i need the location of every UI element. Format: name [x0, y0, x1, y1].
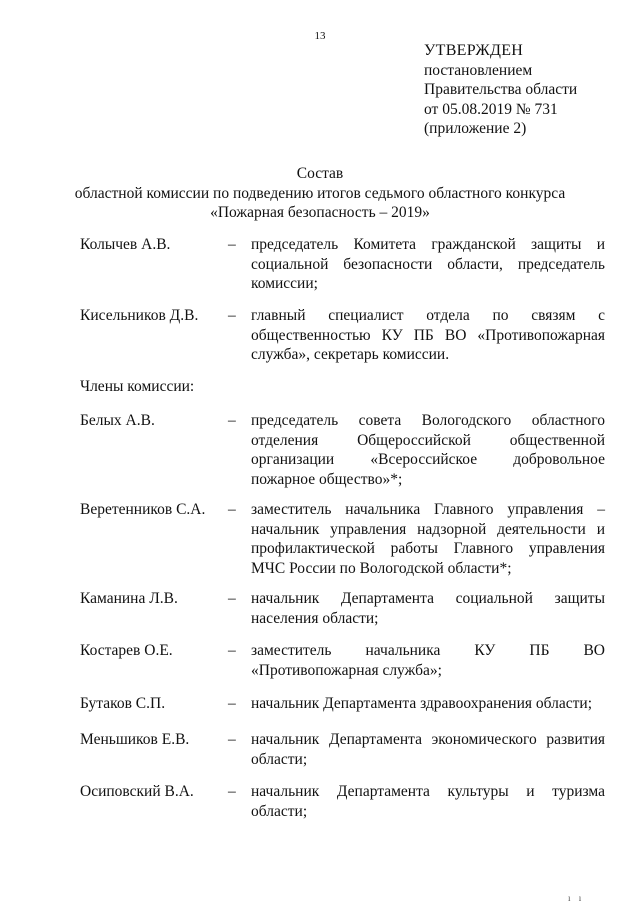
- member-role: начальник Департамента социальной защиты населения области;: [251, 590, 605, 627]
- dash: –: [228, 731, 236, 748]
- approval-head: УТВЕРЖДЕН: [424, 42, 524, 59]
- member-name: Меньшиков Е.В.: [80, 731, 190, 748]
- dash: –: [228, 590, 236, 607]
- member-role: начальник Департамента культуры и туризма области;: [251, 783, 605, 820]
- approval-line: от 05.08.2019 № 731: [424, 100, 558, 118]
- member-name: Веретенников С.А.: [80, 501, 206, 518]
- member-role: председатель Комитета гражданской защиты и социальной безопасности области, председатель комиссии;: [251, 236, 605, 292]
- member-role: начальник Департамента экономического развития области;: [251, 731, 605, 768]
- dash: –: [228, 412, 236, 429]
- member-name: Бутаков С.П.: [80, 695, 166, 712]
- member-role: заместитель начальника Главного управления – начальник управления надзорной деятельности и профилактической работы Главного управления МЧС России по Вологодской области*;: [251, 501, 605, 577]
- member-name: Костарев О.Е.: [80, 642, 173, 659]
- approval-line: Правительства области: [424, 81, 578, 98]
- member-name: Белых А.В.: [80, 412, 155, 429]
- member-role: главный специалист отдела по связям с общественностью КУ ПБ ВО «Противопожарная служба», секретарь комиссии.: [251, 307, 605, 363]
- title-line: областной комиссии по подведению итогов седьмого областного конкурса: [74, 184, 566, 202]
- corner-marks: ı ı: [568, 893, 585, 903]
- approval-line: постановлением: [424, 61, 533, 79]
- document-title: [0, 164, 640, 223]
- dash: –: [228, 501, 236, 518]
- dash: –: [228, 695, 236, 712]
- dash: –: [228, 307, 236, 324]
- approval-stamp: [424, 41, 577, 139]
- title-line: «Пожарная безопасность – 2019»: [210, 204, 430, 221]
- member-name: Колычев А.В.: [80, 236, 171, 253]
- page-number: 13: [314, 30, 326, 42]
- dash: –: [228, 783, 236, 800]
- approval-line: (приложение 2): [424, 120, 527, 137]
- dash: –: [228, 642, 236, 659]
- member-role: председатель совета Вологодского областного отделения Общероссийской общественной организации «Всероссийское добровольное пожарное общество»*;: [251, 412, 605, 488]
- member-name: Каманина Л.В.: [80, 590, 178, 607]
- member-name: Кисельников Д.В.: [80, 307, 199, 324]
- member-role: заместитель начальника КУ ПБ ВО «Противопожарная служба»;: [251, 642, 605, 679]
- dash: –: [228, 236, 236, 253]
- member-role: начальник Департамента здравоохранения области;: [251, 695, 593, 712]
- title-line: Состав: [296, 165, 344, 182]
- members-label: Члены комиссии:: [80, 378, 195, 395]
- member-name: Осиповский В.А.: [80, 783, 194, 800]
